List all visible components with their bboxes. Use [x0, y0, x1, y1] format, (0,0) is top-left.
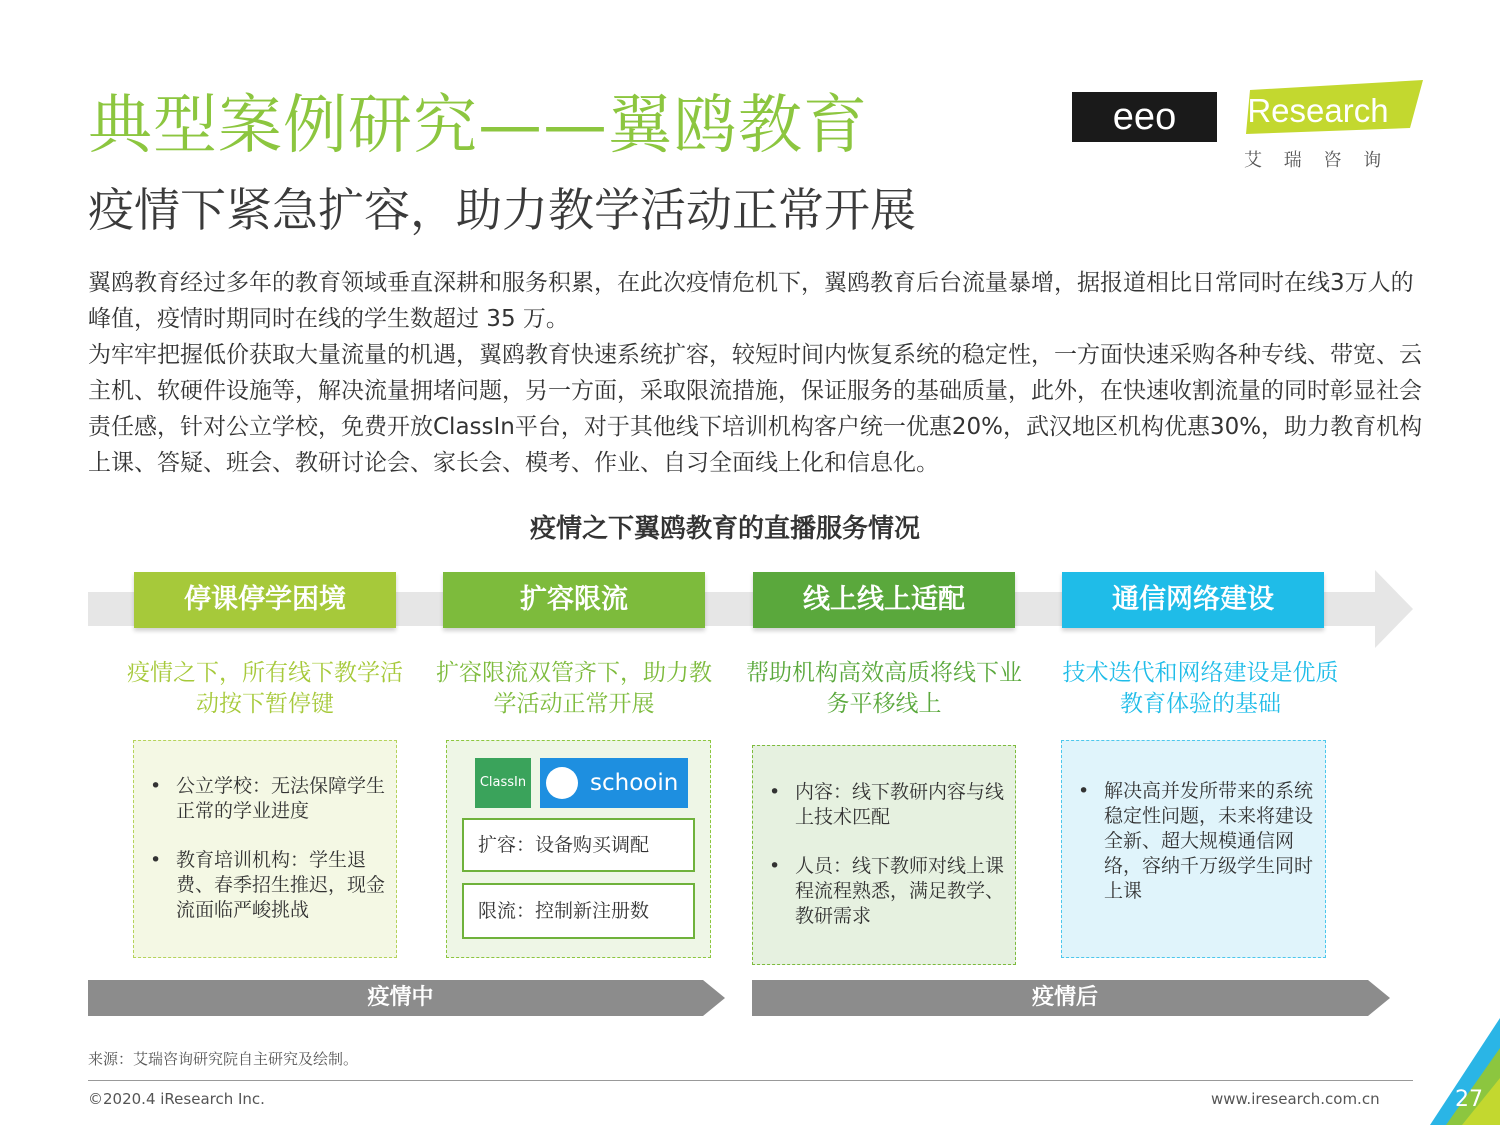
iresearch-logo	[1238, 78, 1428, 173]
schooin-icon	[546, 767, 578, 799]
website-link[interactable]: www.iresearch.com.cn	[1211, 1090, 1380, 1108]
stage-box-3	[752, 745, 1016, 965]
stage-box-2	[446, 740, 711, 958]
eeo-logo-text: eeo	[1112, 96, 1177, 138]
stage-desc-4: 技术迭代和网络建设是优质教育体验的基础	[1062, 660, 1339, 717]
stage-box-4	[1061, 740, 1326, 958]
stage-1-bullet-2: • 教育培训机构：学生退费、春季招生推迟，现金流面临严峻挑战	[134, 848, 396, 923]
phase-label-during: 疫情中	[367, 985, 434, 1010]
stage-3-bullet-1: • 内容：线下教研内容与线上技术匹配	[753, 780, 1015, 830]
throttle-item	[462, 883, 695, 939]
copyright: ©2020.4 iResearch Inc.	[88, 1090, 265, 1108]
phase-label-after: 疫情后	[1031, 985, 1098, 1010]
stage-desc-2: 扩容限流双管齐下，助力教学活动正常开展	[436, 660, 712, 717]
diagram-title: 疫情之下翼鸥教育的直播服务情况	[529, 514, 920, 544]
page-subtitle: 疫情下紧急扩容，助力教学活动正常开展	[88, 183, 916, 237]
body-paragraph-1: 翼鸥教育经过多年的教育领域垂直深耕和服务积累，在此次疫情危机下，翼鸥教育后台流量暴增，据报道相比日常同时在线3万人的峰值，疫情时期同时在线的学生数超过 35 万。	[88, 270, 1414, 332]
throttle-item-text: 限流：控制新注册数	[478, 900, 650, 922]
iresearch-logo-text: iResearch	[1240, 92, 1389, 129]
page-number: 27	[1455, 1087, 1483, 1112]
footer-divider	[88, 1080, 1413, 1081]
stage-head-1: 停课停学困境	[134, 572, 396, 628]
page-title: 典型案例研究——翼鸥教育	[88, 89, 868, 163]
stage-head-3: 线上线上适配	[753, 572, 1015, 628]
classin-logo-text: ClassIn	[479, 775, 527, 790]
stage-desc-1: 疫情之下，所有线下教学活动按下暂停键	[127, 660, 403, 717]
classin-logo	[475, 758, 531, 808]
expand-item	[462, 818, 695, 872]
stage-3-bullet-2: • 人员：线下教师对线上课程流程熟悉，满足教学、教研需求	[753, 854, 1015, 929]
stage-desc-3: 帮助机构高效高质将线下业务平移线上	[746, 660, 1022, 717]
expand-item-text: 扩容：设备购买调配	[478, 834, 650, 856]
schooin-logo-text: schooin	[590, 770, 679, 796]
stage-4-bullet-1: • 解决高并发所带来的系统稳定性问题，未来将建设全新、超大规模通信网络，容纳千万级学生同时上课	[1062, 779, 1325, 904]
iresearch-logo-sub: 艾 瑞 咨 询	[1244, 150, 1390, 171]
schooin-logo	[540, 758, 688, 808]
stage-head-4: 通信网络建设	[1062, 572, 1324, 628]
stage-head-2: 扩容限流	[443, 572, 705, 628]
stage-box-1	[133, 740, 397, 958]
eeo-logo	[1072, 92, 1217, 142]
stage-1-bullet-1: • 公立学校：无法保障学生正常的学业进度	[134, 774, 396, 824]
source-note: 来源：艾瑞咨询研究院自主研究及绘制。	[88, 1050, 359, 1068]
body-paragraph-2: 为牢牢把握低价获取大量流量的机遇，翼鸥教育快速系统扩容，较短时间内恢复系统的稳定性，一方面快速采购各种专线、带宽、云主机、软硬件设施等，解决流量拥堵问题，另一方面，采取限流措施，保证服务的基础质量，此外，在快速收割流量的同时彰显社会责任感，针对公立学校，免费开放ClassIn平台，对于其他线下培训机构客户统一优惠20%，武汉地区机构优惠30%，助力教育机构上课、答疑、班会、教研讨论会、家长会、模考、作业、自习全面线上化和信息化。	[88, 342, 1423, 476]
